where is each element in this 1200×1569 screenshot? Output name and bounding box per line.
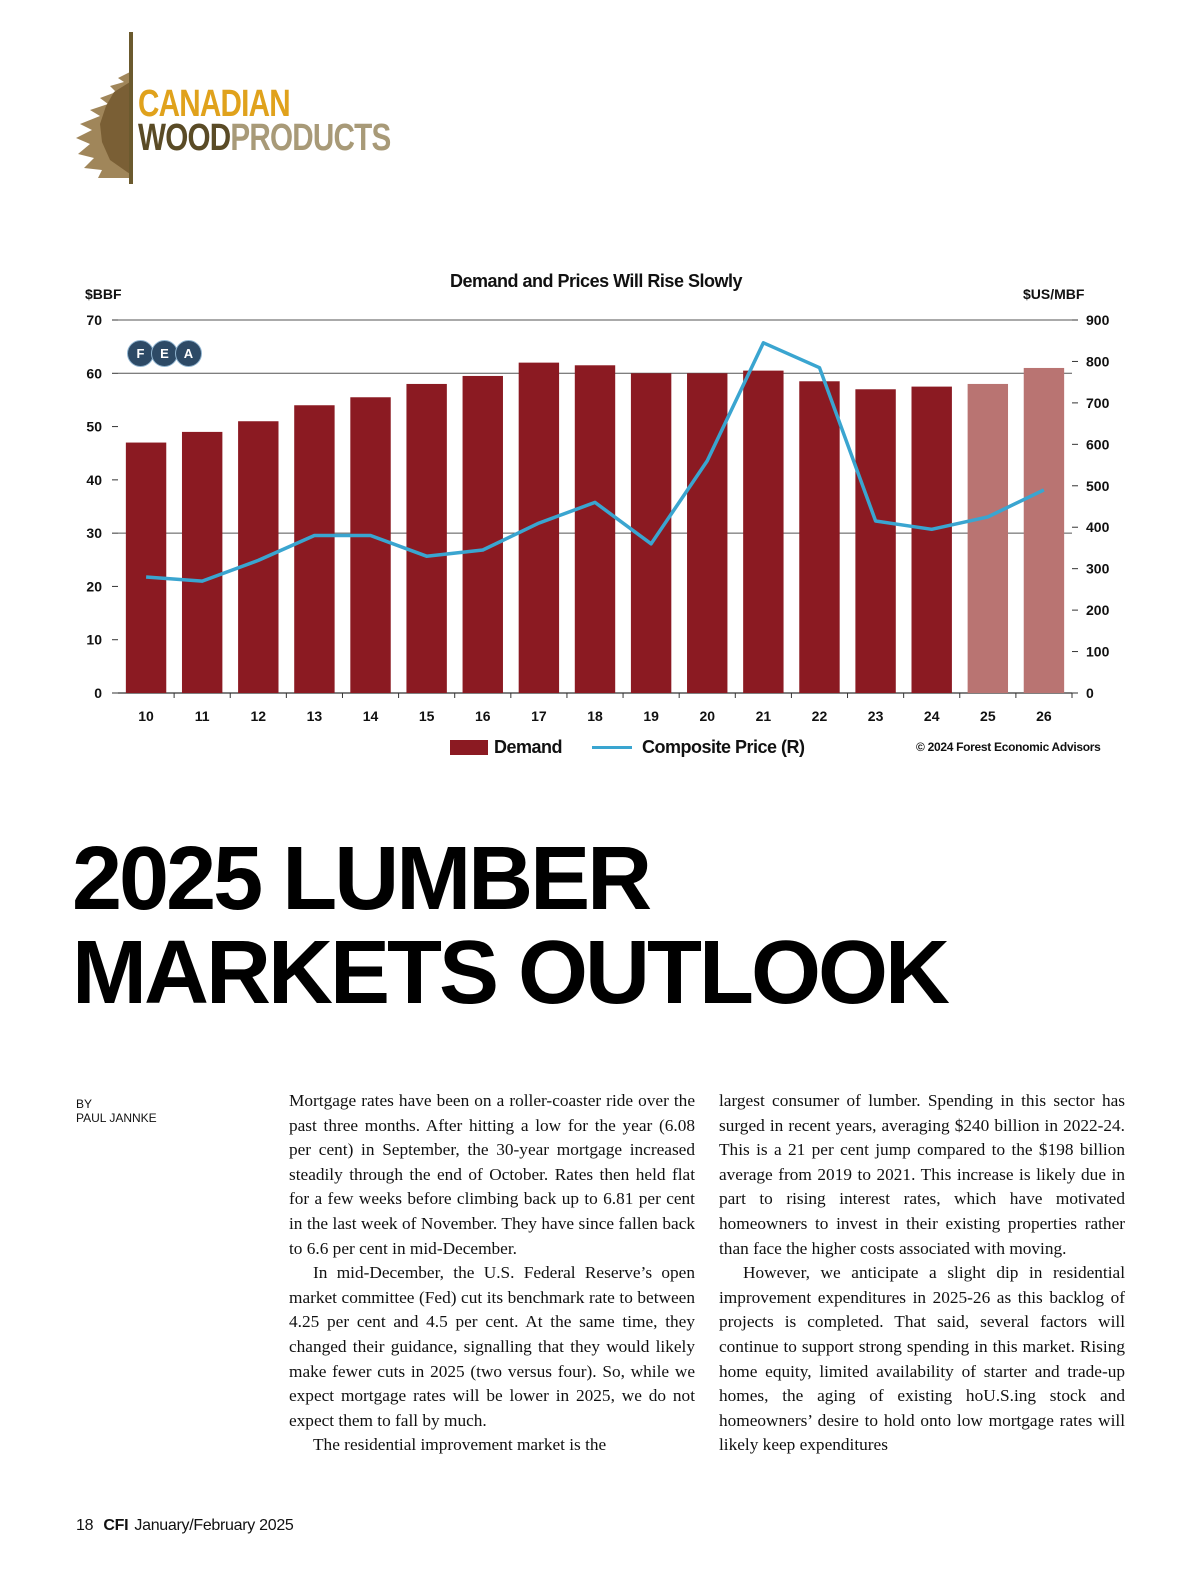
fea-badge-letter: F [127,340,154,367]
demand-bar [968,384,1008,693]
x-tick-label: 19 [643,708,659,724]
demand-bar [575,365,615,693]
y2-tick-label: 100 [1086,643,1110,660]
demand-bar [294,405,334,693]
demand-bar [799,381,839,693]
byline [76,1097,157,1125]
logo-word-products: PRODUCTS [230,117,391,159]
x-tick-label: 24 [923,708,940,724]
body-column-2 [719,1089,1125,1458]
headline-line1: 2025 LUMBER [72,829,650,929]
y-tick-label: 0 [94,685,102,701]
x-tick-label: 10 [138,708,154,724]
y2-tick-label: 200 [1086,602,1110,619]
x-tick-label: 26 [1036,708,1052,724]
y-tick-label: 40 [86,471,102,488]
body-paragraph: In mid-December, the U.S. Federal Reserve’s open market committee (Fed) cut its benchmark rate to between 4.25 per cent and 4.5 per cent. At the same time, they changed their guidance, signalling that they would likely make fewer cuts in 2025 (two versus four). So, while we expect mortgage rates will be lower in 2025, we do not expect them to fall by much. [289,1263,695,1430]
byline-by: BY [76,1097,93,1111]
y-tick-label: 10 [86,631,102,648]
x-tick-label: 15 [418,708,435,724]
x-tick-label: 18 [587,708,603,724]
legend-demand-label: Demand [494,737,563,757]
legend-price-label: Composite Price (R) [642,737,805,757]
demand-bar [182,432,222,693]
y2-tick-label: 500 [1086,477,1110,494]
logo-divider [129,32,133,184]
y2-tick-label: 400 [1086,519,1110,536]
y-tick-label: 60 [86,365,102,382]
y2-tick-label: 900 [1086,312,1110,328]
y-tick-label: 50 [86,418,102,435]
page-footer [76,1517,294,1535]
x-tick-label: 21 [755,708,772,724]
body-paragraph: The residential improvement market is the [313,1435,607,1455]
masthead-logo [70,30,430,190]
y2-tick-label: 300 [1086,560,1110,577]
demand-price-chart [60,265,1140,765]
y2-tick-label: 0 [1086,685,1094,701]
magazine-name: CFI [103,1517,129,1534]
right-axis-unit: $US/MBF [1023,286,1085,302]
body-paragraph: However, we anticipate a slight dip in residential improvement expenditures in 2025-26 as this backlog of projects is completed. That said, several factors will continue to support strong spending in this market. Rising home equity, limited availability of starter and trade-up homes, the aging of existing hoU.S.ing stock and homeowners’ desire to hold onto low mortgage rates will likely keep expenditures [719,1263,1125,1455]
fea-badge-letter: E [151,340,178,367]
chart-source: © 2024 Forest Economic Advisors [916,740,1101,754]
demand-bar [350,397,390,693]
demand-bar [855,389,895,693]
byline-author: PAUL JANNKE [76,1111,157,1125]
x-tick-label: 14 [362,708,379,724]
fea-badge [127,340,199,367]
demand-bar [519,363,559,693]
page-number: 18 [76,1517,94,1534]
y-tick-label: 70 [86,312,102,328]
article-headline [72,829,947,1023]
x-tick-label: 20 [699,708,716,724]
issue-date: January/February 2025 [134,1517,294,1534]
body-paragraph: Mortgage rates have been on a roller-coaster ride over the past three months. After hitting a low for the year (6.08 per cent) in September, the 30-year mortgage increased steadily through the end of October. Rates then held flat for a few weeks before climbing back up to 6.81 per cent in the last week of November. They have since fallen back to 6.6 per cent in mid-December. [289,1091,695,1258]
x-tick-label: 25 [980,708,996,724]
x-tick-label: 22 [811,708,828,724]
demand-bar [463,376,503,693]
y-tick-label: 20 [86,578,102,595]
x-tick-label: 12 [250,708,267,724]
left-axis-unit: $BBF [85,286,122,302]
headline-line2: MARKETS OUTLOOK [72,923,947,1023]
body-column-1 [289,1089,695,1458]
y-tick-label: 30 [86,525,102,542]
x-tick-label: 13 [306,708,323,724]
legend-price-swatch [592,746,632,749]
chart-plot [60,265,1140,735]
demand-bar [1024,368,1064,693]
demand-bar [406,384,446,693]
y2-tick-label: 800 [1086,353,1110,370]
chart-legend [450,737,805,758]
demand-bar [126,443,166,693]
body-paragraph: largest consumer of lumber. Spending in this sector has surged in recent years, averaging $240 billion in 2022-24. This is a 21 per cent jump compared to the $198 billion average from 2019 to 2021. This increase is likely due in part to rising interest rates, which have motivated homeowners to invest in their existing properties rather than face the higher costs associated with moving. [719,1091,1125,1258]
chart-title: Demand and Prices Will Rise Slowly [450,271,742,291]
logo-wordmark-line2 [138,117,391,159]
x-tick-label: 17 [531,708,547,724]
fea-badge-letter: A [175,340,202,367]
demand-bar [238,421,278,693]
demand-bar [912,387,952,693]
y2-tick-label: 700 [1086,394,1110,411]
x-tick-label: 11 [194,708,210,724]
demand-bar [743,371,783,693]
demand-bar [687,373,727,693]
legend-demand-swatch [450,740,488,755]
logo-word-wood: WOOD [138,117,231,159]
y2-tick-label: 600 [1086,436,1110,453]
logo-wordmark-line1: CANADIAN [138,83,290,125]
x-tick-label: 23 [867,708,884,724]
x-tick-label: 16 [474,708,491,724]
